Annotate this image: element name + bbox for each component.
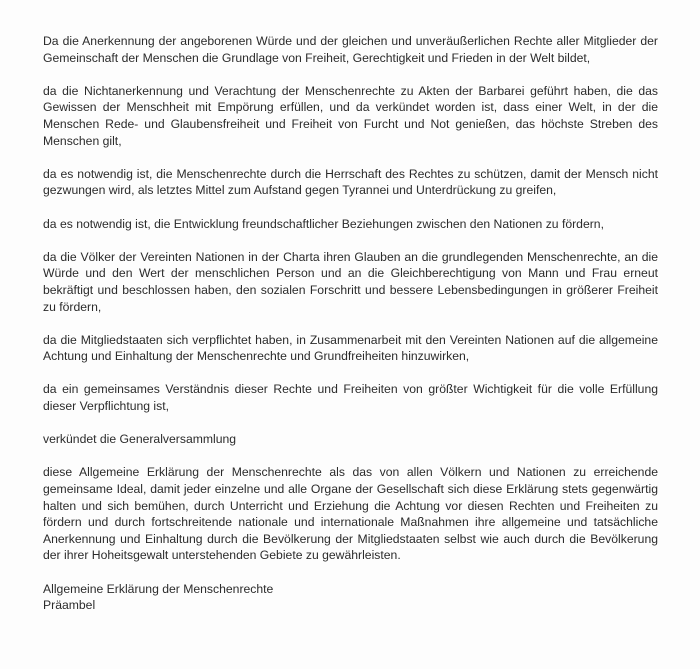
paragraph-1: Da die Anerkennung der angeborenen Würde und der gleichen und unveräußerlichen Rechte aller Mitglieder der Gemeinschaft der Menschen die Grundlage von Freiheit, Gerechtigkeit und Frieden in der Welt bildet, (43, 34, 658, 65)
paragraph-4: da es notwendig ist, die Entwicklung freundschaftlicher Beziehungen zwischen den Nationen zu fördern, (43, 216, 604, 231)
paragraph-2: da die Nichtanerkennung und Verachtung der Menschenrechte zu Akten der Barbarei geführt haben, die das Gewissen der Menschheit mit Empörung erfüllen, und da verkündet worden ist, dass einer Welt, in der die Menschen Rede- und Glaubensfreiheit und Freiheit von Furcht und Not genießen, das höchste Streben des Menschen gilt, (43, 83, 658, 148)
paragraph-6: da die Mitgliedstaaten sich verpflichtet haben, in Zusammenarbeit mit den Vereinten Nationen auf die allgemeine Achtung und Einhaltung der Menschenrechte und Grundfreiheiten hinzuwirken, (43, 332, 658, 364)
paragraph-3: da es notwendig ist, die Menschenrechte durch die Herrschaft des Rechtes zu schützen, damit der Mensch nicht gezwungen wird, als letztes Mittel zum Aufstand gegen Tyrannei und Unterdrückung zu greifen, (43, 166, 658, 198)
paragraph-5: da die Völker der Vereinten Nationen in der Charta ihren Glauben an die grundlegenden Menschenrechte, an die Würde und den Wert der menschlichen Person und an die Gleichberechtigung von Mann und Frau erneut bekräftigt und beschlossen haben, den sozialen Forschritt und bessere Lebensbedingungen in größerer Freiheit zu fördern, (43, 249, 658, 314)
document-footer (43, 581, 658, 614)
proclamation-line: verkündet die Generalversammlung (43, 432, 237, 447)
paragraph-7: da ein gemeinsames Verständnis dieser Rechte und Freiheiten von größter Wichtigkeit für die volle Erfüllung dieser Verpflichtung ist, (43, 382, 658, 414)
paragraph-9: diese Allgemeine Erklärung der Menschenrechte als das von allen Völkern und Nationen zu erreichende gemeinsame Ideal, damit jeder einzelne und alle Organe der Gesellschaft sich diese Erklärung stets gegenwärtig halten und sich bemühen, durch Unterricht und Erziehung die Achtung vor diesen Rechten und Freiheiten zu fördern und durch fortschreitende nationale und internationale Maßnahmen ihre allgemeine und tatsächliche Anerkennung und Einhaltung durch die Bevölkerung der Mitgliedstaaten selbst wie auch durch die Bevölkerung der ihrer Hoheitsgewalt unterstehenden Gebiete zu gewährleisten. (43, 465, 658, 563)
footer-title: Allgemeine Erklärung der Menschenrechte (43, 581, 274, 596)
footer-subtitle: Präambel (43, 598, 96, 613)
preamble-text (43, 33, 658, 614)
